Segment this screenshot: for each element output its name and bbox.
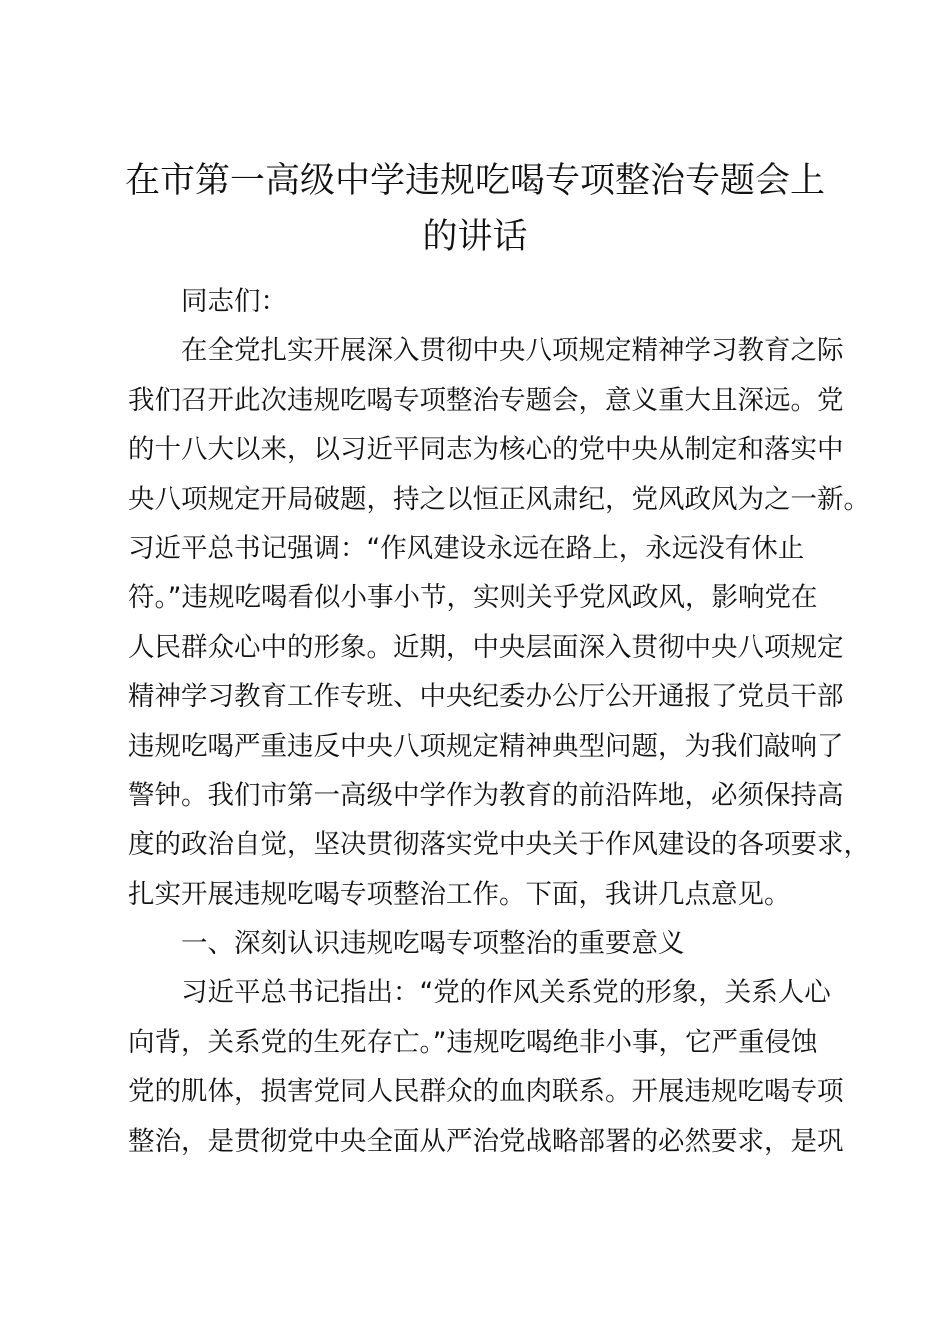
document-body (128, 277, 870, 1166)
body-line: 习近平总书记强调：“作风建设永远在路上，永远没有休止 (128, 532, 805, 564)
title-line-1: 在市第一高级中学违规吃喝专项整治专题会上 (124, 161, 825, 201)
body-line: 违规吃喝严重违反中央八项规定精神典型问题，为我们敲响了 (128, 730, 844, 762)
body-line: 央八项规定开局破题，持之以恒正风肃纪，党风政风为之一新。 (128, 483, 870, 515)
body-line: 在全党扎实开展深入贯彻中央八项规定精神学习教育之际 (181, 335, 844, 367)
body-line: 我们召开此次违规吃喝专项整治专题会，意义重大且深远。党 (128, 384, 844, 416)
document-title (100, 153, 850, 265)
body-line: 符。”违规吃喝看似小事小节，实则关乎党风政风，影响党在 (128, 582, 818, 614)
title-line-2: 的讲话 (422, 217, 528, 257)
body-line: 警钟。我们市第一高级中学作为教育的前沿阵地，必须保持高 (128, 779, 844, 811)
body-line: 党的肌体，损害党同人民群众的血肉联系。开展违规吃喝专项 (128, 1076, 844, 1108)
body-line: 向背，关系党的生死存亡。”违规吃喝绝非小事，它严重侵蚀 (128, 1026, 818, 1058)
section-heading: 一、深刻认识违规吃喝专项整治的重要意义 (181, 928, 685, 960)
body-line: 精神学习教育工作专班、中央纪委办公厅公开通报了党员干部 (128, 681, 844, 713)
body-line: 习近平总书记指出：“党的作风关系党的形象，关系人心 (181, 977, 831, 1009)
body-line: 人民群众心中的形象。近期，中央层面深入贯彻中央八项规定 (128, 631, 844, 663)
body-line: 的十八大以来，以习近平同志为核心的党中央从制定和落实中 (128, 434, 844, 466)
body-line: 整治，是贯彻党中央全面从严治党战略部署的必然要求，是巩 (128, 1125, 844, 1157)
salutation: 同志们： (181, 286, 287, 317)
body-line: 度的政治自觉，坚决贯彻落实党中央关于作风建设的各项要求， (128, 829, 870, 861)
body-line: 扎实开展违规吃喝专项整治工作。下面，我讲几点意见。 (128, 878, 791, 910)
